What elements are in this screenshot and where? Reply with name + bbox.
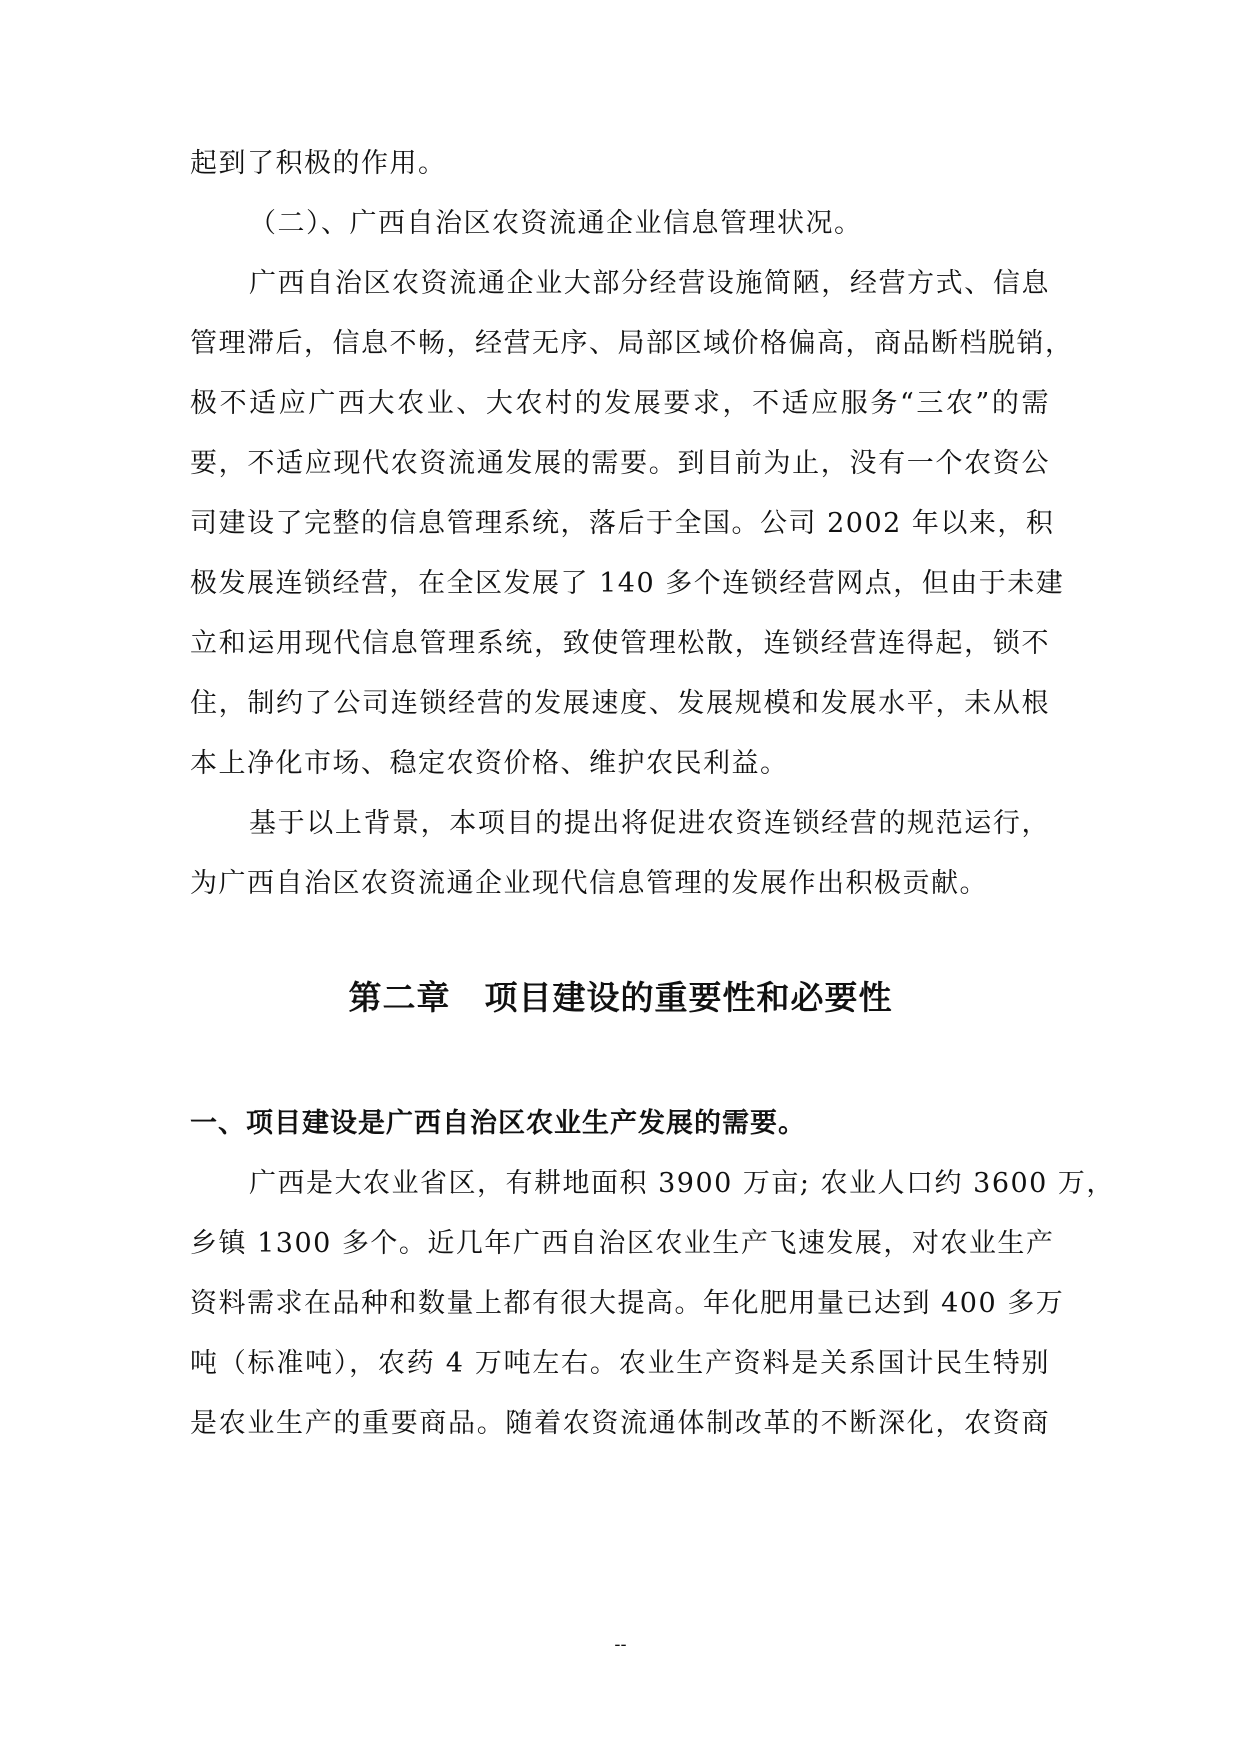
paragraph-line: 极不适应广西大农业、大农村的发展要求，不适应服务“三农”的需	[190, 388, 1050, 419]
paragraph-line: 立和运用现代信息管理系统，致使管理松散，连锁经营连得起，锁不	[190, 628, 1050, 659]
paragraph-line: 广西是大农业省区，有耕地面积 3900 万亩; 农业人口约 3600 万，	[249, 1168, 1115, 1199]
chapter-title: 第二章 项目建设的重要性和必要性	[348, 978, 893, 1017]
paragraph-line: 资料需求在品种和数量上都有很大提高。年化肥用量已达到 400 多万	[190, 1288, 1065, 1319]
paragraph-line: 广西自治区农资流通企业大部分经营设施简陋，经营方式、信息	[249, 268, 1050, 299]
paragraph-line: 是农业生产的重要商品。随着农资流通体制改革的不断深化，农资商	[190, 1408, 1050, 1439]
paragraph-line: 起到了积极的作用。	[190, 148, 447, 179]
paragraph-line: 为广西自治区农资流通企业现代信息管理的发展作出积极贡献。	[190, 868, 988, 899]
page-number: --	[614, 1634, 627, 1655]
paragraph-line: 极发展连锁经营，在全区发展了 140 多个连锁经营网点，但由于未建	[190, 568, 1065, 599]
subsection-heading: （二）、广西自治区农资流通企业信息管理状况。	[249, 208, 863, 239]
paragraph-line: 司建设了完整的信息管理系统，落后于全国。公司 2002 年以来，积	[190, 508, 1055, 539]
paragraph-line: 要，不适应现代农资流通发展的需要。到目前为止，没有一个农资公	[190, 448, 1050, 479]
paragraph-line: 吨（标准吨），农药 4 万吨左右。农业生产资料是关系国计民生特别	[190, 1348, 1050, 1379]
paragraph-line: 本上净化市场、稳定农资价格、维护农民利益。	[190, 748, 789, 779]
paragraph-line: 管理滞后，信息不畅，经营无序、局部区域价格偏高，商品断档脱销，	[190, 328, 1074, 359]
section-heading: 一、项目建设是广西自治区农业生产发展的需要。	[190, 1108, 806, 1139]
paragraph-line: 基于以上背景，本项目的提出将促进农资连锁经营的规范运行，	[249, 808, 1050, 839]
paragraph-line: 住，制约了公司连锁经营的发展速度、发展规模和发展水平，未从根	[190, 688, 1050, 719]
paragraph-line: 乡镇 1300 多个。近几年广西自治区农业生产飞速发展，对农业生产	[190, 1228, 1055, 1259]
